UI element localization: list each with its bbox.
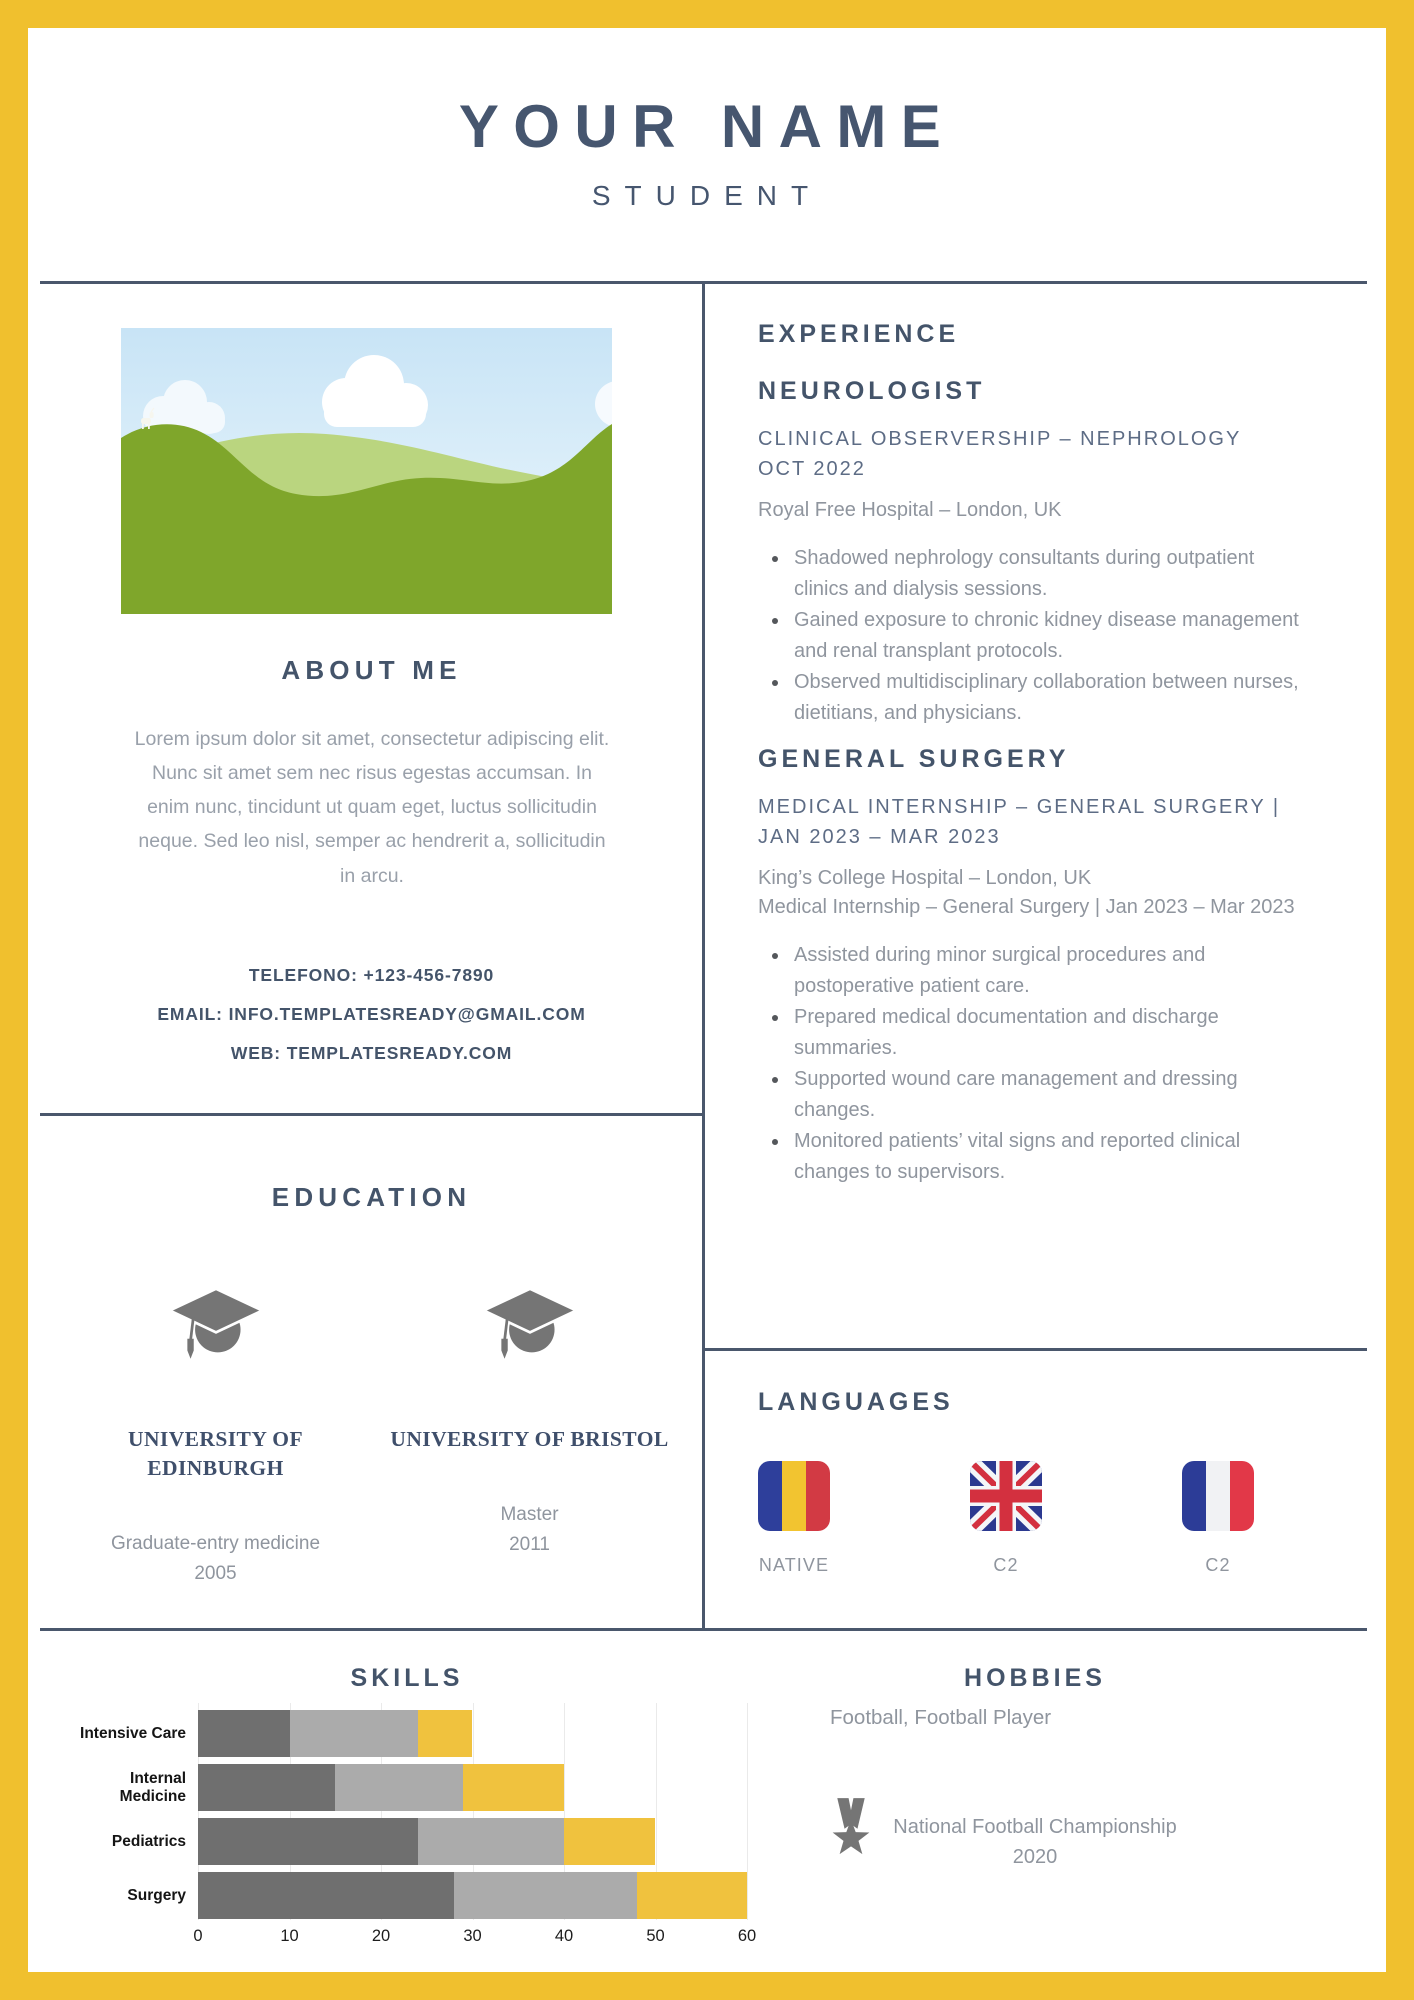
job-extra-line: Medical Internship – General Surgery | Jan 2023 – Mar 2023 — [758, 896, 1295, 918]
job-title: NEUROLOGIST — [758, 377, 986, 405]
x-tick-label: 40 — [554, 1927, 574, 1945]
graduation-cap-icon — [480, 1282, 580, 1370]
bar-segment-light — [290, 1710, 418, 1757]
language-item — [758, 1461, 830, 1576]
job-entry — [758, 745, 1338, 1188]
page-subtitle: STUDENT — [591, 180, 823, 211]
award-title: National Football Championship — [893, 1816, 1177, 1838]
language-item — [1182, 1461, 1254, 1576]
education-heading: EDUCATION — [271, 1182, 472, 1212]
award-text — [880, 1812, 1190, 1872]
experience-jobs — [758, 377, 1338, 1188]
hobbies-heading: HOBBIES — [964, 1664, 1106, 1692]
x-tick-label: 50 — [646, 1927, 665, 1945]
job-bullet: • Shadowed nephrology consultants during outpatient clinics and dialysis sessions. — [790, 543, 1310, 605]
landscape-illustration — [121, 328, 612, 614]
bar-segment-dark — [198, 1710, 290, 1757]
job-entry — [758, 377, 1338, 729]
stacked-bar — [198, 1872, 747, 1919]
languages-heading: LANGUAGES — [758, 1388, 954, 1416]
job-bullet: • Monitored patients’ vital signs and reported clinical changes to supervisors. — [790, 1126, 1310, 1188]
degree-and-year: Master 2011 — [500, 1504, 559, 1556]
chart-category-label: Intensive Care — [80, 1724, 186, 1742]
education-entry — [380, 1282, 680, 1590]
bar-segment-dark — [198, 1818, 418, 1865]
chart-category-label: Internal Medicine — [119, 1770, 186, 1805]
bar-segment-light — [335, 1764, 463, 1811]
x-tick-label: 0 — [193, 1927, 203, 1945]
chart-row — [60, 1872, 747, 1919]
degree-and-year: Graduate-entry medicine 2005 — [110, 1533, 321, 1585]
right-mid-divider-line — [702, 1348, 1367, 1351]
france-flag — [1182, 1461, 1254, 1531]
bar-segment-dark — [198, 1872, 454, 1919]
education-entries — [55, 1282, 690, 1590]
medal-icon — [826, 1792, 876, 1872]
chart-row — [60, 1818, 747, 1865]
bar-segment-light — [454, 1872, 637, 1919]
job-bullet: • Supported wound care management and dressing changes. — [790, 1064, 1310, 1126]
university-name: UNIVERSITY OF EDINBURGH — [127, 1427, 304, 1481]
language-level: C2 — [993, 1555, 1019, 1575]
contact-block — [40, 956, 703, 1073]
job-bullet: • Assisted during minor surgical procedures and postoperative patient care. — [790, 940, 1310, 1002]
profile-photo-illustration — [121, 328, 612, 614]
award-year: 2020 — [1012, 1846, 1058, 1868]
job-bullet-list — [758, 543, 1310, 729]
experience-section — [758, 320, 1338, 1188]
about-text: Lorem ipsum dolor sit amet, consectetur adipiscing elit. Nunc sit amet sem nec risus egestas accumsan. In enim nunc, tincidunt ut quam eget, luctus sollicitudin neque. Sed leo nisl, semper ac hendrerit a, sollicitudin in arcu. — [134, 728, 610, 887]
job-bullet: • Prepared medical documentation and discharge summaries. — [790, 1002, 1310, 1064]
chart-x-axis — [193, 1927, 757, 1951]
stacked-bar — [198, 1818, 747, 1865]
chart-row — [60, 1764, 747, 1811]
language-level: NATIVE — [758, 1555, 830, 1575]
chart-category-label: Surgery — [127, 1886, 186, 1904]
hobbies-text: Football, Football Player — [830, 1706, 1052, 1729]
skills-heading: SKILLS — [350, 1664, 464, 1692]
chart-category-label: Pediatrics — [111, 1832, 186, 1850]
job-bullet: • Gained exposure to chronic kidney disease management and renal transplant protocols. — [790, 605, 1310, 667]
language-item — [970, 1461, 1042, 1576]
contact-line: EMAIL: INFO.TEMPLATESREADY@GMAIL.COM — [157, 1004, 586, 1024]
stacked-bar — [198, 1764, 747, 1811]
bar-segment-dark — [198, 1764, 335, 1811]
bottom-divider-line — [40, 1628, 1367, 1631]
job-subtitle: CLINICAL OBSERVERSHIP – NEPHROLOGY OCT 2022 — [758, 428, 1242, 480]
romania-flag — [758, 1461, 830, 1531]
job-title: GENERAL SURGERY — [758, 745, 1070, 773]
job-subtitle: MEDICAL INTERNSHIP – GENERAL SURGERY | JAN 2023 – MAR 2023 — [758, 796, 1281, 848]
about-heading: ABOUT ME — [281, 655, 462, 685]
bar-segment-yellow — [463, 1764, 564, 1811]
stacked-bar — [198, 1710, 747, 1757]
university-name: UNIVERSITY OF BRISTOL — [390, 1427, 669, 1451]
chart-row — [60, 1710, 747, 1757]
x-tick-label: 60 — [737, 1927, 757, 1945]
x-tick-label: 10 — [280, 1927, 299, 1945]
x-tick-label: 30 — [463, 1927, 482, 1945]
job-bullet-list — [758, 940, 1310, 1188]
job-bullet: • Observed multidisciplinary collaboration between nurses, dietitians, and physicians. — [790, 667, 1310, 729]
skills-chart — [60, 1703, 757, 1963]
bar-segment-yellow — [564, 1818, 656, 1865]
bar-segment-light — [418, 1818, 564, 1865]
gridline — [747, 1703, 748, 1920]
job-organisation: King’s College Hospital – London, UK Medical Internship – General Surgery | Jan 2023 – Mar 2023 — [758, 864, 1338, 922]
contact-line: WEB: TEMPLATESREADY.COM — [230, 1043, 513, 1063]
contact-line: TELEFONO: +123-456-7890 — [248, 965, 495, 985]
bar-segment-yellow — [637, 1872, 747, 1919]
page-title: YOUR NAME — [458, 93, 956, 160]
education-entry — [66, 1282, 366, 1590]
experience-heading: EXPERIENCE — [758, 320, 960, 348]
bar-segment-yellow — [418, 1710, 473, 1757]
left-mid-divider-line — [40, 1113, 705, 1116]
job-organisation: Royal Free Hospital – London, UK — [758, 499, 1062, 521]
languages-section — [758, 1388, 1338, 1576]
languages-list — [758, 1461, 1338, 1576]
language-level: C2 — [1205, 1555, 1231, 1575]
graduation-cap-icon — [166, 1282, 266, 1370]
x-tick-label: 20 — [371, 1927, 391, 1945]
page-content-area — [28, 28, 1386, 1972]
uk-flag — [970, 1461, 1042, 1531]
